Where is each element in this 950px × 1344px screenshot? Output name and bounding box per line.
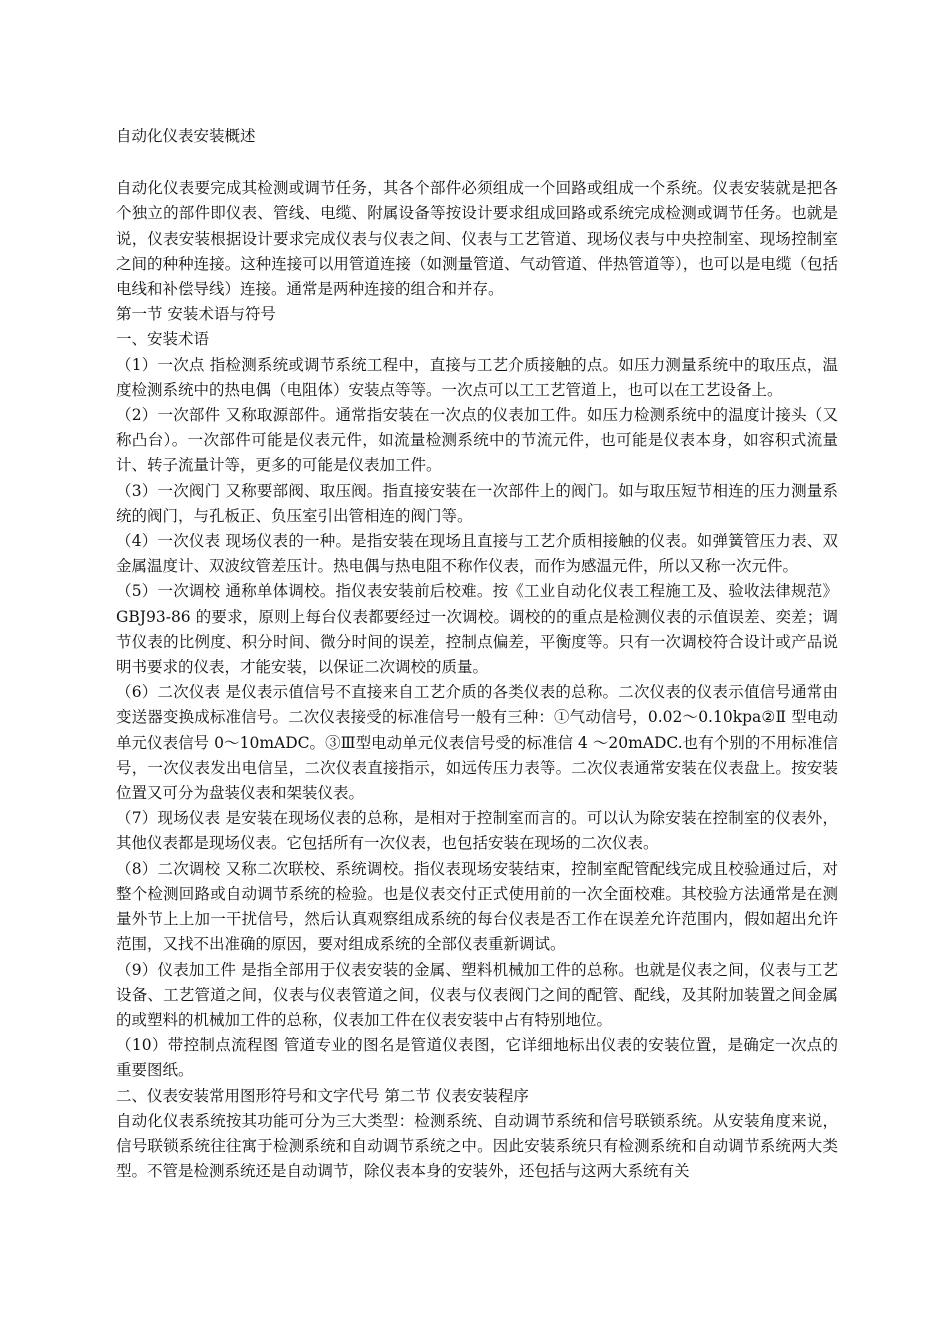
term-1-paragraph: （1）一次点 指检测系统或调节系统工程中，直接与工艺介质接触的点。如压力测量系统中的取压点，温度检测系统中的热电偶（电阻体）安装点等等。一次点可以工工艺管道上，也可以在工艺设备上。 — [116, 355, 838, 399]
term-3-paragraph: （3）一次阀门 又称要部阀、取压阀。指直接安装在一次部件上的阀门。如与取压短节相连的压力测量系统的阀门，与孔板正、负压室引出管相连的阀门等。 — [116, 481, 838, 525]
document-page — [116, 120, 838, 1184]
term-4-paragraph: （4）一次仪表 现场仪表的一种。是指安装在现场且直接与工艺介质相接触的仪表。如弹簧管压力表、双金属温度计、双波纹管差压计。热电偶与热电阻不称作仪表，而作为感温元件，所以又称一次元件。 — [116, 532, 838, 576]
intro-paragraph: 自动化仪表要完成其检测或调节任务，其各个部件必须组成一个回路或组成一个系统。仪表安装就是把各个独立的部件即仪表、管线、电缆、附属设备等按设计要求组成回路或系统完成检测或调节任务。也就是说，仪表安装根据设计要求完成仪表与仪表之间、仪表与工艺管道、现场仪表与中央控制室、现场控制室之间的种种连接。这种连接可以用管道连接（如测量管道、气动管道、伴热管道等），也可以是电缆（包括电线和补偿导线）连接。通常是两种连接的组合和并存。 — [116, 179, 838, 299]
section-heading-1: 第一节 安装术语与符号 — [116, 305, 276, 324]
term-5-paragraph: （5）一次调校 通称单体调校。指仪表安装前后校难。按《工业自动化仪表工程施工及、验收法律规范》GBJ93-86 的要求，原则上每台仪表都要经过一次调校。调校的的重点是检测仪表的示值误差、奕差；调节仪表的比例度、积分时间、微分时间的误差，控制点偏差，平衡度等。只有一次调校符合设计或产品说明书要求的仪表，才能安装，以保证二次调校的质量。 — [116, 582, 838, 677]
term-7-paragraph: （7）现场仪表 是安装在现场仪表的总称，是相对于控制室而言的。可以认为除安装在控制室的仪表外，其他仪表都是现场仪表。它包括所有一次仪表，也包括安装在现场的二次仪表。 — [116, 809, 838, 853]
term-9-paragraph: （9）仪表加工件 是指全部用于仪表安装的金属、塑料机械加工件的总称。也就是仪表之间，仪表与工艺设备、工艺管道之间，仪表与仪表管道之间，仪表与仪表阀门之间的配管、配线，及其附加装置之间金属的或塑料的机械加工件的总称，仪表加工件在仪表安装中占有特别地位。 — [116, 960, 838, 1029]
document-title: 自动化仪表安装概述 — [116, 127, 256, 145]
term-10-paragraph: （10）带控制点流程图 管道专业的图名是管道仪表图，它详细地标出仪表的安装位置，是确定一次点的重要图纸。 — [116, 1036, 838, 1080]
term-6-paragraph: （6）二次仪表 是仪表示值信号不直接来自工艺介质的各类仪表的总称。二次仪表的仪表示值信号通常由变送器变换成标准信号。二次仪表接受的标准信号一般有三种：①气动信号，0.02～0.10kpa②Ⅱ 型电动单元仪表信号 0～10mADC。③Ⅲ型电动单元仪表信号受的标准信 4 ～20mADC.也有个别的不用标准信号，一次仪表发出电信呈，二次仪表直接指示，如远传压力表等。二次仪表通常安装在仪表盘上。按安装位置又可分为盘装仪表和架装仪表。 — [116, 683, 838, 803]
term-2-paragraph: （2）一次部件 又称取源部件。通常指安装在一次点的仪表加工件。如压力检测系统中的温度计接头（又称凸台）。一次部件可能是仪表元件，如流量检测系统中的节流元件，也可能是仪表本身，如容积式流量计、转子流量计等，更多的可能是仪表加工件。 — [116, 406, 838, 475]
procedure-paragraph: 自动化仪表系统按其功能可分为三大类型：检测系统、自动调节系统和信号联锁系统。从安装角度来说，信号联锁系统往往寓于检测系统和自动调节系统之中。因此安装系统只有检测系统和自动调节系统两大类型。不管是检测系统还是自动调节，除仪表本身的安装外，还包括与这两大系统有关 — [116, 1111, 838, 1181]
subsection-heading-terms: 一、安装术语 — [116, 330, 210, 349]
section-heading-2: 二、仪表安装常用图形符号和文字代号 第二节 仪表安装程序 — [116, 1086, 529, 1105]
term-8-paragraph: （8）二次调校 又称二次联校、系统调校。指仪表现场安装结束，控制室配管配线完成且校验通过后，对整个检测回路或自动调节系统的检验。也是仪表交付正式使用前的一次全面校难。其校验方法通常是在测量外节上上加一干扰信号，然后认真观察组成系统的每台仪表是否工作在误差允许范围内，假如超出允许范围，又找不出准确的原因，要对组成系统的全部仪表重新调试。 — [116, 859, 838, 954]
